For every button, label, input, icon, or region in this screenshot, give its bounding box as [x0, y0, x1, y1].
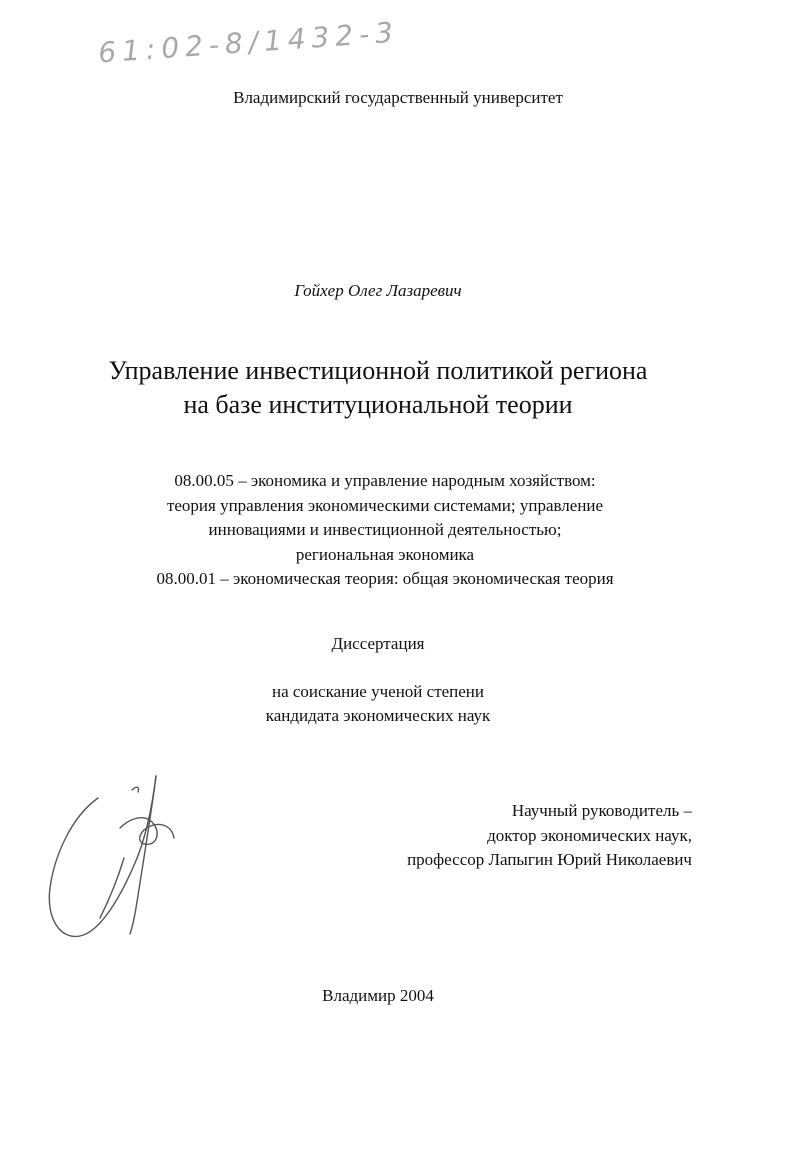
degree-line-1: на соискание ученой степени	[271, 682, 485, 701]
specialty-line: 08.00.05 – экономика и управление народным хозяйством:	[174, 471, 596, 490]
degree-line-2: кандидата экономических наук	[265, 706, 491, 725]
title-line-2: на базе институциональной теории	[183, 390, 573, 419]
specialty-codes	[0, 469, 770, 592]
document-type: Диссертация	[331, 634, 425, 653]
supervisor-line-1: Научный руководитель –	[511, 801, 692, 820]
degree-statement	[0, 680, 756, 728]
specialty-line: региональная экономика	[295, 544, 475, 564]
university-name: Владимирский государственный университет	[233, 88, 563, 107]
author-name: Гойхер Олег Лазаревич	[294, 281, 462, 300]
city-and-year: Владимир 2004	[322, 986, 434, 1005]
dissertation-title	[0, 354, 756, 422]
specialty-line: теория управления экономическими системами; управление	[166, 495, 604, 515]
supervisor-line-2: доктор экономических наук,	[487, 825, 692, 845]
specialty-line: инновациями и инвестиционной деятельностью;	[208, 520, 562, 540]
signature-icon	[40, 768, 200, 948]
scientific-supervisor	[407, 799, 692, 873]
supervisor-line-3: профессор Лапыгин Юрий Николаевич	[407, 850, 692, 869]
specialty-line: 08.00.01 – экономическая теория: общая экономическая теория	[156, 569, 614, 589]
handwritten-archive-code: 61:02-8/1432-3	[97, 15, 401, 70]
title-line-1: Управление инвестиционной политикой региона	[108, 356, 648, 385]
